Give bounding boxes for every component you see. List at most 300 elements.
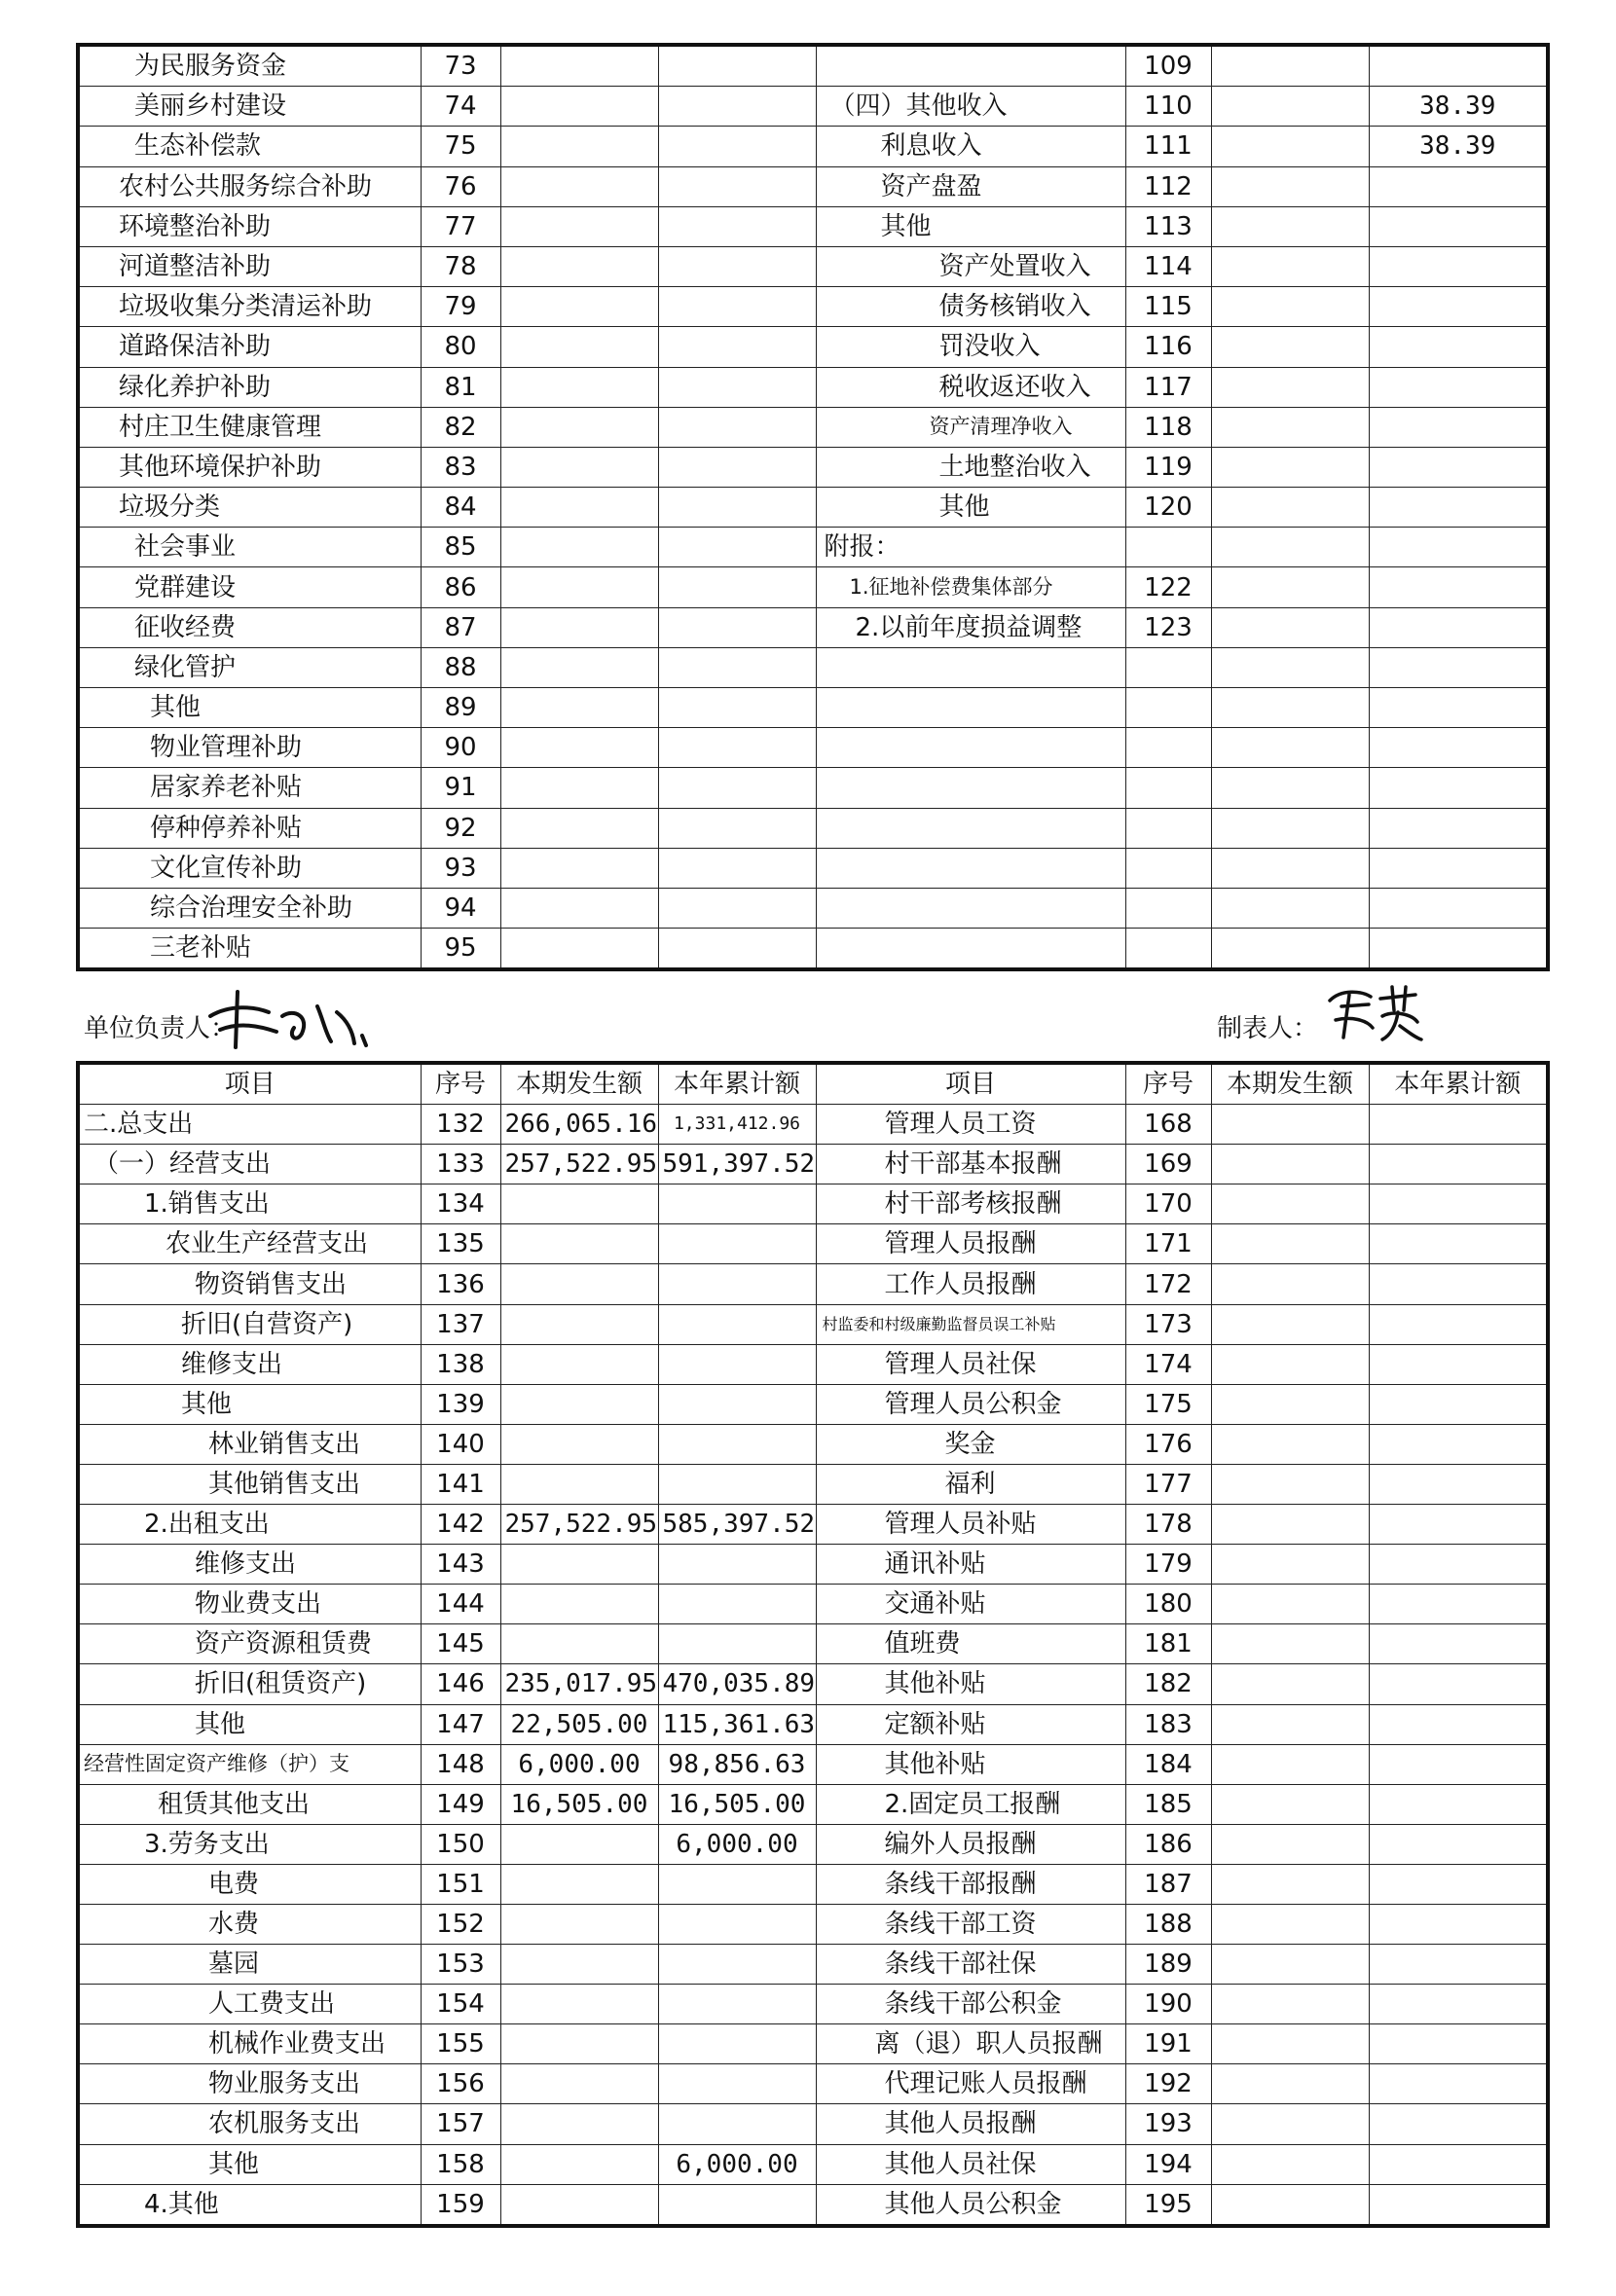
row-number: 84 (421, 488, 500, 528)
table-row (78, 1545, 1548, 1585)
header-current: 本期发生额 (1211, 1063, 1369, 1105)
row-number: 85 (421, 528, 500, 567)
ytd-amount: 591,397.52 (658, 1145, 816, 1184)
ytd-amount (1369, 688, 1548, 728)
row-number: 187 (1125, 1864, 1211, 1904)
item-name: 1.征地补偿费集体部分 (816, 567, 1125, 607)
current-amount (1211, 528, 1369, 567)
item-name: 物业管理补助 (78, 728, 421, 768)
table-row (78, 1985, 1548, 2024)
row-number: 185 (1125, 1784, 1211, 1824)
item-name: 维修支出 (78, 1545, 421, 1585)
ytd-amount (658, 1224, 816, 1264)
row-number: 123 (1125, 607, 1211, 647)
table-row (78, 647, 1548, 687)
row-number: 159 (421, 2184, 500, 2226)
ytd-amount (1369, 488, 1548, 528)
header-seq: 序号 (421, 1063, 500, 1105)
item-name (816, 808, 1125, 848)
item-name: 农机服务支出 (78, 2104, 421, 2144)
item-name: 管理人员报酬 (816, 1224, 1125, 1264)
current-amount (500, 1904, 658, 1944)
item-name: 管理人员工资 (816, 1105, 1125, 1145)
item-name: 村干部考核报酬 (816, 1184, 1125, 1224)
item-name: 土地整治收入 (816, 447, 1125, 487)
current-amount (500, 246, 658, 286)
current-amount: 22,505.00 (500, 1704, 658, 1744)
ytd-amount (1369, 1264, 1548, 1304)
row-number: 74 (421, 87, 500, 127)
table-row (78, 528, 1548, 567)
ytd-amount (1369, 848, 1548, 888)
current-amount (1211, 1585, 1369, 1624)
ytd-amount (1369, 1585, 1548, 1624)
row-number: 171 (1125, 1224, 1211, 1264)
current-amount (1211, 1384, 1369, 1424)
current-amount (1211, 1744, 1369, 1784)
item-name: 二.总支出 (78, 1105, 421, 1145)
item-name: 村监委和村级廉勤监督员误工补贴 (816, 1304, 1125, 1344)
ytd-amount (1369, 808, 1548, 848)
row-number: 193 (1125, 2104, 1211, 2144)
item-name: 垃圾收集分类清运补助 (78, 287, 421, 327)
ytd-amount (658, 528, 816, 567)
row-number: 117 (1125, 367, 1211, 407)
item-name: 折旧(租赁资产) (78, 1664, 421, 1704)
current-amount (500, 528, 658, 567)
table-row (78, 1784, 1548, 1824)
item-name: 折旧(自营资产) (78, 1304, 421, 1344)
ytd-amount (658, 1344, 816, 1384)
item-name: 机械作业费支出 (78, 2024, 421, 2064)
current-amount (1211, 888, 1369, 928)
row-number (1125, 647, 1211, 687)
current-amount (1211, 2144, 1369, 2184)
row-number: 134 (421, 1184, 500, 1224)
ytd-amount (1369, 528, 1548, 567)
ytd-amount (658, 647, 816, 687)
current-amount (500, 367, 658, 407)
ytd-amount (658, 407, 816, 447)
table-row (78, 1864, 1548, 1904)
item-name: 其他销售支出 (78, 1464, 421, 1504)
item-name: 福利 (816, 1464, 1125, 1504)
current-amount (1211, 407, 1369, 447)
ytd-amount (658, 127, 816, 166)
ytd-amount (1369, 447, 1548, 487)
item-name: 电费 (78, 1864, 421, 1904)
row-number: 179 (1125, 1545, 1211, 1585)
current-amount (500, 1304, 658, 1344)
item-name: 3.劳务支出 (78, 1824, 421, 1864)
row-number: 91 (421, 768, 500, 808)
item-name: 农村公共服务综合补助 (78, 166, 421, 206)
ytd-amount: 98,856.63 (658, 1744, 816, 1784)
row-number: 116 (1125, 327, 1211, 367)
item-name: 文化宣传补助 (78, 848, 421, 888)
item-name: 物资销售支出 (78, 1264, 421, 1304)
row-number: 111 (1125, 127, 1211, 166)
ytd-amount (658, 1424, 816, 1464)
row-number: 89 (421, 688, 500, 728)
ytd-amount (1369, 1105, 1548, 1145)
row-number: 178 (1125, 1505, 1211, 1545)
current-amount (500, 206, 658, 246)
ytd-amount (1369, 246, 1548, 286)
item-name: 人工费支出 (78, 1985, 421, 2024)
current-amount (1211, 1105, 1369, 1145)
row-number: 150 (421, 1824, 500, 1864)
ytd-amount (658, 367, 816, 407)
ytd-amount (658, 206, 816, 246)
item-name: 为民服务资金 (78, 45, 421, 87)
row-number: 158 (421, 2144, 500, 2184)
current-amount (1211, 607, 1369, 647)
row-number: 188 (1125, 1904, 1211, 1944)
current-amount (500, 166, 658, 206)
current-amount (1211, 728, 1369, 768)
item-name: 值班费 (816, 1624, 1125, 1664)
row-number: 87 (421, 607, 500, 647)
current-amount (1211, 2184, 1369, 2226)
ytd-amount (1369, 1145, 1548, 1184)
row-number (1125, 688, 1211, 728)
item-name (816, 848, 1125, 888)
item-name: 村干部基本报酬 (816, 1145, 1125, 1184)
current-amount (1211, 1664, 1369, 1704)
table-row (78, 2184, 1548, 2226)
row-number: 192 (1125, 2064, 1211, 2104)
row-number: 80 (421, 327, 500, 367)
current-amount (500, 768, 658, 808)
current-amount (500, 647, 658, 687)
ytd-amount (658, 1184, 816, 1224)
ytd-amount: 38.39 (1369, 127, 1548, 166)
item-name: 罚没收入 (816, 327, 1125, 367)
current-amount (500, 447, 658, 487)
table-row (78, 1424, 1548, 1464)
row-number: 110 (1125, 87, 1211, 127)
current-amount (500, 2104, 658, 2144)
item-name: 其他人员社保 (816, 2144, 1125, 2184)
current-amount (1211, 768, 1369, 808)
header-seq: 序号 (1125, 1063, 1211, 1105)
table-row (78, 87, 1548, 127)
current-amount (1211, 1904, 1369, 1944)
current-amount (500, 1464, 658, 1504)
ytd-amount (1369, 1904, 1548, 1944)
ytd-amount: 6,000.00 (658, 1824, 816, 1864)
current-amount (500, 1184, 658, 1224)
item-name: 1.销售支出 (78, 1184, 421, 1224)
row-number: 190 (1125, 1985, 1211, 2024)
table-row (78, 2144, 1548, 2184)
item-name: 4.其他 (78, 2184, 421, 2226)
item-name: 其他 (78, 688, 421, 728)
ytd-amount (1369, 287, 1548, 327)
item-name: 环境整治补助 (78, 206, 421, 246)
ytd-amount (658, 2104, 816, 2144)
current-amount (1211, 1945, 1369, 1985)
current-amount (1211, 327, 1369, 367)
ytd-amount (1369, 647, 1548, 687)
ytd-amount (1369, 1424, 1548, 1464)
current-amount (1211, 1464, 1369, 1504)
ytd-amount (1369, 367, 1548, 407)
current-amount (1211, 1985, 1369, 2024)
item-name (816, 45, 1125, 87)
item-name: 资产清理净收入 (816, 407, 1125, 447)
row-number: 135 (421, 1224, 500, 1264)
item-name: 条线干部工资 (816, 1904, 1125, 1944)
item-name: 其他环境保护补助 (78, 447, 421, 487)
ytd-amount (658, 688, 816, 728)
table-row (78, 1105, 1548, 1145)
table-row (78, 2104, 1548, 2144)
item-name (816, 929, 1125, 970)
row-number: 78 (421, 246, 500, 286)
row-number: 73 (421, 45, 500, 87)
row-number: 113 (1125, 206, 1211, 246)
current-amount (1211, 367, 1369, 407)
row-number: 175 (1125, 1384, 1211, 1424)
row-number: 152 (421, 1904, 500, 1944)
current-amount (1211, 45, 1369, 87)
current-amount (1211, 206, 1369, 246)
row-number: 147 (421, 1704, 500, 1744)
item-name: 物业费支出 (78, 1585, 421, 1624)
row-number: 144 (421, 1585, 500, 1624)
table-row (78, 1744, 1548, 1784)
ytd-amount (1369, 2024, 1548, 2064)
header-ytd: 本年累计额 (1369, 1063, 1548, 1105)
ytd-amount (658, 2064, 816, 2104)
item-name: 2.出租支出 (78, 1505, 421, 1545)
item-name: 税收返还收入 (816, 367, 1125, 407)
row-number: 169 (1125, 1145, 1211, 1184)
item-name: 奖金 (816, 1424, 1125, 1464)
ytd-amount (658, 447, 816, 487)
item-name: 林业销售支出 (78, 1424, 421, 1464)
current-amount (500, 2024, 658, 2064)
ytd-amount (658, 2024, 816, 2064)
table-row (78, 1145, 1548, 1184)
item-name: 美丽乡村建设 (78, 87, 421, 127)
item-name: 交通补贴 (816, 1585, 1125, 1624)
item-name: 绿化养护补助 (78, 367, 421, 407)
item-name: 管理人员社保 (816, 1344, 1125, 1384)
ytd-amount: 1,331,412.96 (658, 1105, 816, 1145)
row-number: 183 (1125, 1704, 1211, 1744)
row-number: 186 (1125, 1824, 1211, 1864)
item-name: 通讯补贴 (816, 1545, 1125, 1585)
preparer-signature (1322, 981, 1429, 1045)
item-name: 2.固定员工报酬 (816, 1784, 1125, 1824)
table-row (78, 808, 1548, 848)
ytd-amount (658, 1624, 816, 1664)
item-name: 管理人员公积金 (816, 1384, 1125, 1424)
item-name: 党群建设 (78, 567, 421, 607)
ytd-amount (658, 1585, 816, 1624)
row-number: 82 (421, 407, 500, 447)
table-row (78, 1184, 1548, 1224)
current-amount (1211, 1824, 1369, 1864)
ytd-amount (1369, 1945, 1548, 1985)
item-name: 物业服务支出 (78, 2064, 421, 2104)
ytd-amount (1369, 2104, 1548, 2144)
ytd-amount: 470,035.89 (658, 1664, 816, 1704)
table-row (78, 1505, 1548, 1545)
item-name: 代理记账人员报酬 (816, 2064, 1125, 2104)
unit-head-label: 单位负责人： (84, 1014, 237, 1043)
item-name: 离（退）职人员报酬 (816, 2024, 1125, 2064)
row-number (1125, 929, 1211, 970)
item-name: 生态补偿款 (78, 127, 421, 166)
row-number (1125, 888, 1211, 928)
current-amount (1211, 166, 1369, 206)
current-amount (1211, 1424, 1369, 1464)
row-number: 94 (421, 888, 500, 928)
current-amount: 16,505.00 (500, 1784, 658, 1824)
ytd-amount (658, 1904, 816, 1944)
ytd-amount (1369, 1224, 1548, 1264)
row-number: 137 (421, 1304, 500, 1344)
item-name: 墓园 (78, 1945, 421, 1985)
ytd-amount (1369, 327, 1548, 367)
current-amount (1211, 1624, 1369, 1664)
ytd-amount (1369, 1184, 1548, 1224)
current-amount (500, 929, 658, 970)
ytd-amount (1369, 1464, 1548, 1504)
table-row (78, 688, 1548, 728)
table-row (78, 607, 1548, 647)
row-number: 189 (1125, 1945, 1211, 1985)
current-amount (500, 1344, 658, 1384)
item-name: 河道整洁补助 (78, 246, 421, 286)
table-row (78, 1945, 1548, 1985)
current-amount (500, 87, 658, 127)
table-row (78, 1224, 1548, 1264)
row-number (1125, 768, 1211, 808)
current-amount (1211, 1304, 1369, 1344)
row-number: 119 (1125, 447, 1211, 487)
table-row (78, 407, 1548, 447)
current-amount (1211, 808, 1369, 848)
current-amount (1211, 2104, 1369, 2144)
item-name: 其他 (78, 1704, 421, 1744)
item-name: 利息收入 (816, 127, 1125, 166)
current-amount (500, 1424, 658, 1464)
row-number: 184 (1125, 1744, 1211, 1784)
ytd-amount (658, 45, 816, 87)
current-amount: 235,017.95 (500, 1664, 658, 1704)
current-amount (1211, 848, 1369, 888)
ytd-amount (1369, 567, 1548, 607)
ytd-amount (658, 1304, 816, 1344)
row-number: 145 (421, 1624, 500, 1664)
row-number: 174 (1125, 1344, 1211, 1384)
ytd-amount (658, 808, 816, 848)
item-name: 其他 (816, 488, 1125, 528)
ytd-amount (1369, 768, 1548, 808)
row-number: 118 (1125, 407, 1211, 447)
header-ytd: 本年累计额 (658, 1063, 816, 1105)
row-number: 168 (1125, 1105, 1211, 1145)
ytd-amount (1369, 206, 1548, 246)
current-amount (500, 848, 658, 888)
unit-head-signature (201, 987, 415, 1055)
ytd-amount (658, 1864, 816, 1904)
row-number: 180 (1125, 1585, 1211, 1624)
item-name: 垃圾分类 (78, 488, 421, 528)
row-number: 194 (1125, 2144, 1211, 2184)
item-name: 编外人员报酬 (816, 1824, 1125, 1864)
row-number: 143 (421, 1545, 500, 1585)
item-name: 其他补贴 (816, 1744, 1125, 1784)
ytd-amount (1369, 1704, 1548, 1744)
row-number: 176 (1125, 1424, 1211, 1464)
current-amount (500, 2144, 658, 2184)
ytd-amount (658, 848, 816, 888)
header-item: 项目 (78, 1063, 421, 1105)
current-amount (1211, 1864, 1369, 1904)
current-amount (500, 1264, 658, 1304)
item-name: 管理人员补贴 (816, 1505, 1125, 1545)
item-name (816, 647, 1125, 687)
item-name: 综合治理安全补助 (78, 888, 421, 928)
ytd-amount (1369, 728, 1548, 768)
current-amount (1211, 929, 1369, 970)
current-amount (500, 2064, 658, 2104)
table-row (78, 1664, 1548, 1704)
row-number: 149 (421, 1784, 500, 1824)
row-number: 156 (421, 2064, 500, 2104)
current-amount (1211, 1145, 1369, 1184)
ytd-amount (1369, 2144, 1548, 2184)
item-name: 水费 (78, 1904, 421, 1944)
current-amount (500, 1945, 658, 1985)
header-item: 项目 (816, 1063, 1125, 1105)
row-number: 115 (1125, 287, 1211, 327)
ytd-amount (1369, 2184, 1548, 2226)
table-row (78, 1704, 1548, 1744)
item-name: 其他 (78, 2144, 421, 2184)
current-amount (500, 488, 658, 528)
current-amount (500, 45, 658, 87)
item-name (816, 888, 1125, 928)
row-number: 155 (421, 2024, 500, 2064)
current-amount (1211, 127, 1369, 166)
current-amount (500, 808, 658, 848)
ytd-amount (1369, 1784, 1548, 1824)
row-number: 133 (421, 1145, 500, 1184)
current-amount (500, 1585, 658, 1624)
current-amount (500, 567, 658, 607)
item-name: 定额补贴 (816, 1704, 1125, 1744)
current-amount (1211, 87, 1369, 127)
current-amount (1211, 647, 1369, 687)
ytd-amount (1369, 888, 1548, 928)
row-number: 181 (1125, 1624, 1211, 1664)
table-row (78, 1824, 1548, 1864)
current-amount (1211, 688, 1369, 728)
ytd-amount (1369, 407, 1548, 447)
ytd-amount (658, 1985, 816, 2024)
ytd-amount (1369, 929, 1548, 970)
table-row (78, 287, 1548, 327)
table-row (78, 848, 1548, 888)
item-name: （四）其他收入 (816, 87, 1125, 127)
